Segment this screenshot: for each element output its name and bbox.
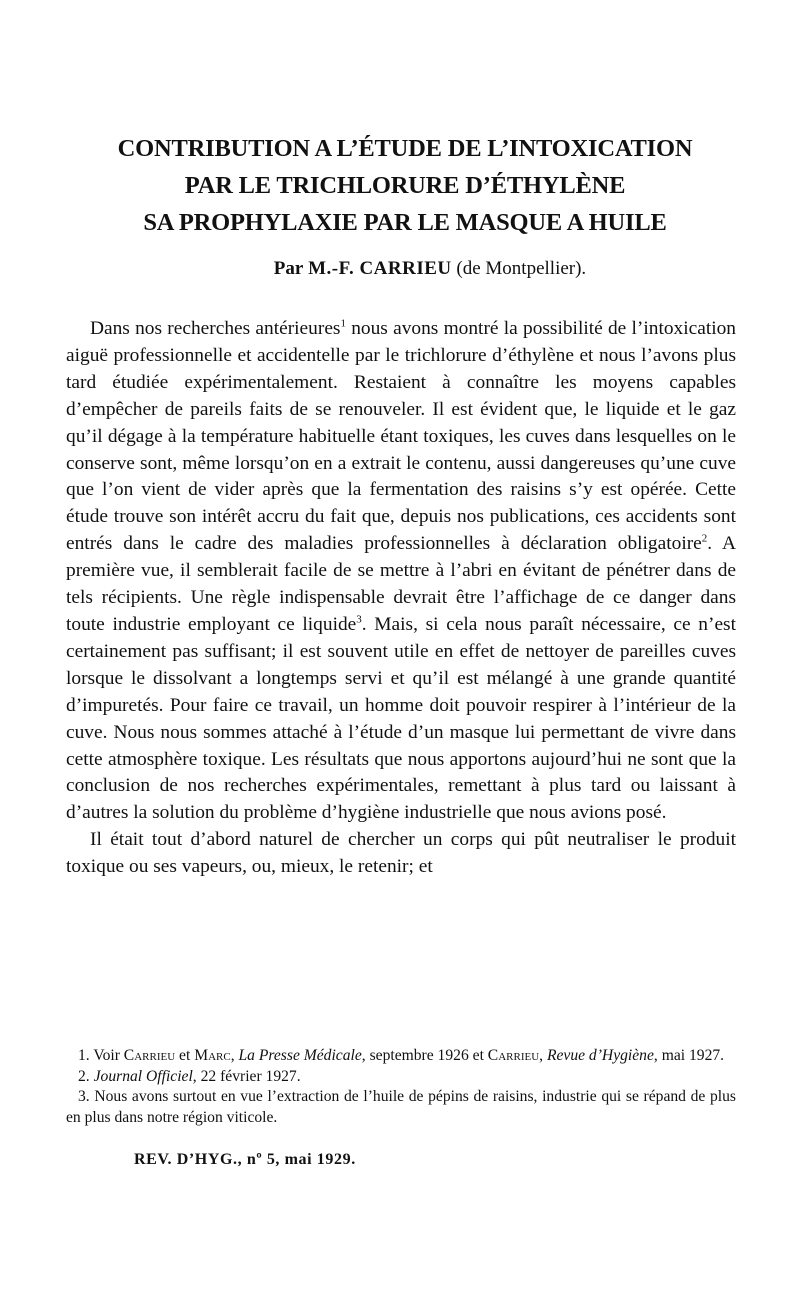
footnote-1-number: 1. — [78, 1047, 90, 1064]
byline — [60, 255, 800, 283]
footnote-ref-3: 3 — [356, 613, 362, 626]
footnote-1-journal-1: La Presse Médicale — [238, 1047, 362, 1064]
footnote-1-journal-2: Revue d’Hygiène — [546, 1047, 654, 1064]
byline-prefix: Par — [273, 258, 304, 279]
footnote-1-author-2: Marc — [194, 1047, 231, 1064]
footnote-1-text: , mai 1927. — [653, 1047, 725, 1064]
footnote-3 — [66, 1087, 736, 1128]
paragraph-1-text-c: . A première vue, il semblerait facile de se mettre à l’abri en évitant de pénétrer dans de tels récipients. Une règle indispensable devrait être l’affichage de ce danger dans toute industrie employant ce liquide — [66, 533, 737, 635]
title-line-3: SA PROPHYLAXIE PAR LE MASQUE A HUILE — [143, 209, 667, 236]
paragraph-2-text: Il était tout d’abord naturel de chercher un corps qui pût neutraliser le produit toxique ou ses vapeurs, ou, mieux, le retenir; et — [66, 829, 736, 878]
paragraph-1 — [66, 316, 736, 827]
footnote-1 — [66, 1046, 736, 1067]
footnote-1-text: Voir — [89, 1047, 124, 1064]
footnote-ref-1: 1 — [340, 317, 346, 330]
paragraph-2 — [66, 827, 736, 881]
footnote-2-number: 2. — [78, 1067, 90, 1085]
footnote-3-text: Nous avons surtout en vue l’extraction de l’huile de pépins de raisins, industrie qui se répand de plus en plus dans notre région viticole. — [66, 1088, 736, 1126]
article-title — [60, 130, 750, 241]
author-name: M.-F. CARRIEU — [308, 258, 452, 279]
footnote-1-text: , septembre 1926 et — [361, 1047, 488, 1064]
footnote-1-author-3: Carrieu — [487, 1047, 540, 1064]
footnote-1-text: , — [539, 1047, 547, 1064]
paragraph-1-text-b: nous avons montré la possibilité de l’intoxication aiguë professionnelle et accidentelle par le trichlorure d’éthylène et nous l’avons plus tard étudiée expérimentalement. Restaient à connaître les moyens capables d’empêcher de pareils faits de se renouveler. Il est évident que, le liquide et le gaz qu’il dégage à la température habituelle étant toxiques, les cuves dans lesquelles on le conserve sont, même lorsqu’on en a extrait le contenu, aussi dangereuses qu’une cuve que l’on vient de vider après que la fermentation des raisins s’y est opérée. Cette étude trouve son intérêt accru du fait que, depuis nos publications, ces accidents sont entrés dans le cadre des maladies professionnelles à déclaration obligatoire — [66, 318, 736, 555]
footnote-1-text: , — [230, 1047, 239, 1064]
footnote-2-journal: Journal Officiel — [93, 1067, 193, 1085]
footnote-1-text: et — [175, 1047, 195, 1064]
footnotes — [66, 1046, 736, 1128]
paragraph-1-text-a: Dans nos recherches antérieures — [90, 318, 341, 339]
footnote-1-author-1: Carrieu — [123, 1047, 176, 1064]
footnote-3-number: 3. — [78, 1088, 90, 1105]
footnote-2 — [66, 1067, 736, 1088]
paragraph-1-text-d: . Mais, si cela nous paraît nécessaire, ce n’est certainement pas suffisant; il est souvent utile en effet de nettoyer de pareilles cuves lorsque le dissolvant a longtemps servi et qu’il est mélangé à une grande quantité d’impuretés. Pour faire ce travail, un homme doit pouvoir respirer à l’intérieur de la cuve. Nous nous sommes attaché à l’étude d’un masque lui permettant de vivre dans cette atmosphère toxique. Les résultats que nous apportons aujourd’hui ne sont que la conclusion de nos recherches expérimentales, remettant à plus tard ou laissant à d’autres la solution du problème d’hygiène industrielle que nous avions posé. — [66, 613, 736, 824]
journal-issue-line: REV. D’HYG., nº 5, mai 1929. — [134, 1151, 356, 1168]
article-body — [66, 316, 736, 881]
title-line-2: PAR LE TRICHLORURE D’ÉTHYLÈNE — [184, 172, 626, 199]
title-line-1: CONTRIBUTION A L’ÉTUDE DE L’INTOXICATION — [117, 135, 693, 162]
footnote-ref-2: 2 — [701, 532, 708, 545]
author-affiliation: (de Montpellier). — [456, 258, 587, 279]
footnote-2-text: , 22 février 1927. — [192, 1067, 301, 1085]
